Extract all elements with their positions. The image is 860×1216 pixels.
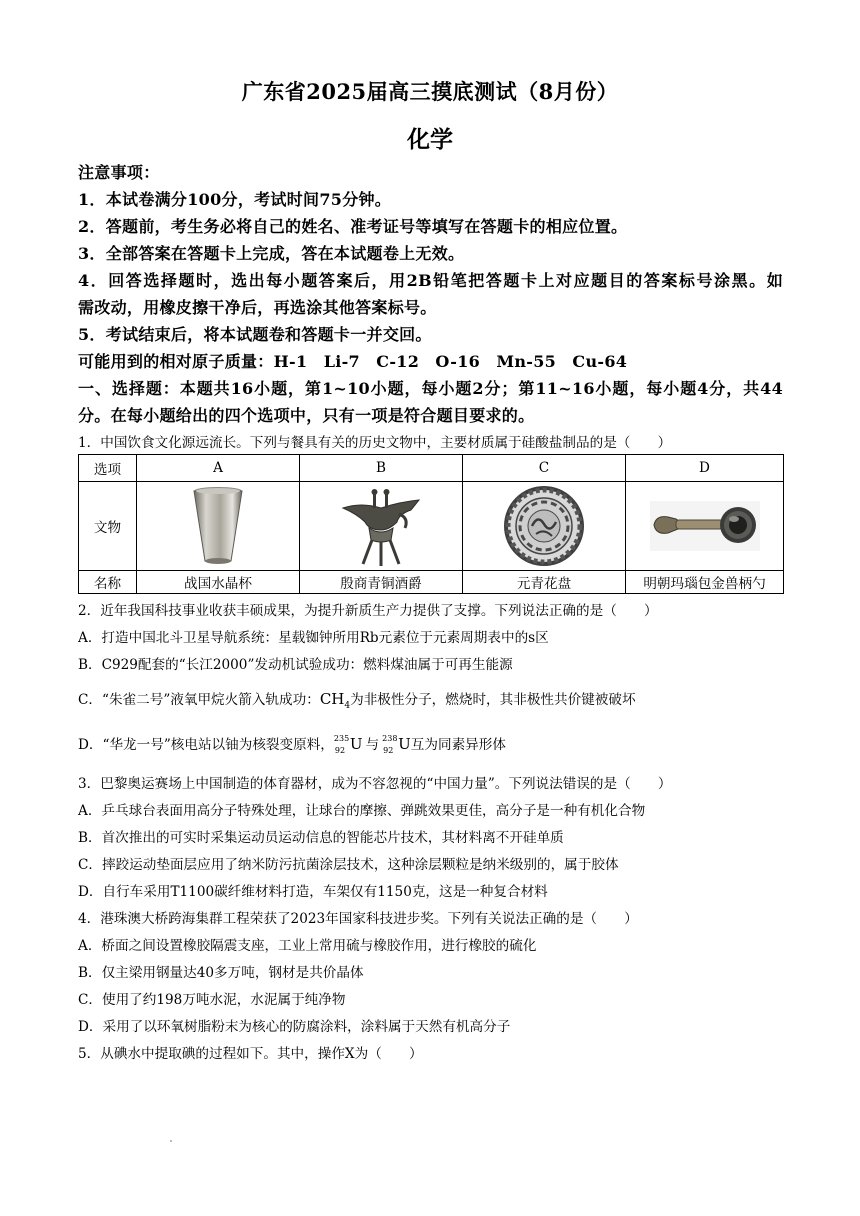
question-3-option-d: D．自行车采用T1100碳纤维材料打造，车架仅有1150克，这是一种复合材料 <box>78 884 548 900</box>
question-3-stem: 3．巴黎奥运赛场上中国制造的体育器材，成为不容忽视的“中国力量”。下列说法错误的是（ ） <box>78 776 672 792</box>
notes-heading: 注意事项： <box>78 163 160 182</box>
option-d: D <box>626 455 784 482</box>
option-c-suffix: 为非极性分子，燃烧时，其非极性共价键被破坏 <box>350 692 636 708</box>
agate-spoon-icon <box>650 501 760 551</box>
option-d-connector: 与 <box>365 737 380 753</box>
question-4-option-a: A．桥面之间设置橡胶隔震支座，工业上常用硫与橡胶作用，进行橡胶的硫化 <box>78 938 537 954</box>
option-d-prefix: D．“华龙一号”核电站以铀为核裂变原料， <box>78 737 334 753</box>
isotope-235-notation: 235 92 <box>333 733 350 755</box>
artifact-b-name: 殷商青铜酒爵 <box>300 571 463 594</box>
question-2-option-a: A．打造中国北斗卫星导航系统：星载铷钟所用Rb元素位于元素周期表中的s区 <box>78 630 549 646</box>
note-item: 5．考试结束后，将本试题卷和答题卡一并交回。 <box>78 325 432 344</box>
methane-formula: $CH_4$ <box>319 690 351 711</box>
artifact-b-image <box>300 482 463 571</box>
subject-title: 化学 <box>407 126 453 153</box>
blue-white-plate-icon <box>502 484 586 568</box>
note-item: 4．回答选择题时，选出每小题答案后，用2B铅笔把答题卡上对应题目的答案标号涂黑。如 <box>78 271 783 290</box>
question-4-option-d: D．采用了以环氧树脂粉末为核心的防腐涂料，涂料属于天然有机高分子 <box>78 1019 511 1035</box>
row-label-option: 选项 <box>79 455 137 482</box>
artifact-a-name: 战国水晶杯 <box>137 571 300 594</box>
note-item: 2．答题前，考生务必将自己的姓名、准考证号等填写在答题卡的相应位置。 <box>78 217 628 236</box>
artifact-d-image <box>626 482 784 571</box>
uranium-symbol: U <box>349 735 363 753</box>
row-label-name: 名称 <box>79 571 137 594</box>
bronze-vessel-icon <box>339 484 423 568</box>
isotope-238-notation: 238 92 <box>382 733 398 755</box>
artifact-table <box>78 454 784 594</box>
artifact-c-image <box>463 482 626 571</box>
option-c: C <box>463 455 626 482</box>
question-3-option-a: A．乒乓球台表面用高分子特殊处理，让球台的摩擦、弹跳效果更佳，高分子是一种有机化合物 <box>78 803 646 819</box>
question-5-stem: 5．从碘水中提取碘的过程如下。其中，操作X为（ ） <box>78 1046 423 1062</box>
atomic-masses: 可能用到的相对原子质量：H-1 Li-7 C-12 O-16 Mn-55 Cu-64 <box>78 352 628 371</box>
question-4-option-c: C．使用了约198万吨水泥，水泥属于纯净物 <box>78 992 346 1008</box>
section-heading: 一、选择题：本题共16小题，第1~10小题，每小题2分；第11~16小题，每小题4分，共44 <box>78 379 783 398</box>
question-1-stem: 1．中国饮食文化源远流长。下列与餐具有关的历史文物中，主要材质属于硅酸盐制品的是（ ） <box>78 435 672 451</box>
artifact-d-name: 明朝玛瑙包金兽柄勺 <box>626 571 784 594</box>
artifact-a-image <box>137 482 300 571</box>
question-2-option-c <box>78 688 783 711</box>
uranium-symbol: U <box>398 735 411 753</box>
question-4-stem: 4．港珠澳大桥跨海集群工程荣获了2023年国家科技进步奖。下列有关说法正确的是（ ） <box>78 911 638 927</box>
question-3-option-b: B．首次推出的可实时采集运动员运动信息的智能芯片技术，其材料离不开硅单质 <box>78 830 564 846</box>
artifact-c-name: 元青花盘 <box>463 571 626 594</box>
option-b: B <box>300 455 463 482</box>
exam-title: 广东省2025届高三摸底测试（8月份） <box>241 79 619 104</box>
question-2-option-d <box>78 733 783 757</box>
note-item: 需改动，用橡皮擦干净后，再选涂其他答案标号。 <box>78 298 437 317</box>
scan-speck <box>170 1140 172 1142</box>
question-2-stem: 2．近年我国科技事业收获丰硕成果，为提升新质生产力提供了支撑。下列说法正确的是（ ） <box>78 603 658 619</box>
option-c-prefix: C．“朱雀二号”液氧甲烷火箭入轨成功： <box>78 692 320 708</box>
row-label-artifact: 文物 <box>79 482 137 571</box>
note-item: 1．本试卷满分100分，考试时间75分钟。 <box>78 190 392 209</box>
question-3-option-c: C．摔跤运动垫面层应用了纳米防污抗菌涂层技术，这种涂层颗粒是纳米级别的，属于胶体 <box>78 857 619 873</box>
question-4-option-b: B．仅主梁用钢量达40多万吨，钢材是共价晶体 <box>78 965 364 981</box>
crystal-cup-icon <box>188 485 248 567</box>
option-d-suffix: 互为同素异形体 <box>410 737 506 753</box>
section-heading-cont: 分。在每小题给出的四个选项中，只有一项是符合题目要求的。 <box>78 406 535 425</box>
option-a: A <box>137 455 300 482</box>
question-2-option-b: B．C929配套的“长江2000”发动机试验成功：燃料煤油属于可再生能源 <box>78 657 513 673</box>
note-item: 3．全部答案在答题卡上完成，答在本试题卷上无效。 <box>78 244 465 263</box>
